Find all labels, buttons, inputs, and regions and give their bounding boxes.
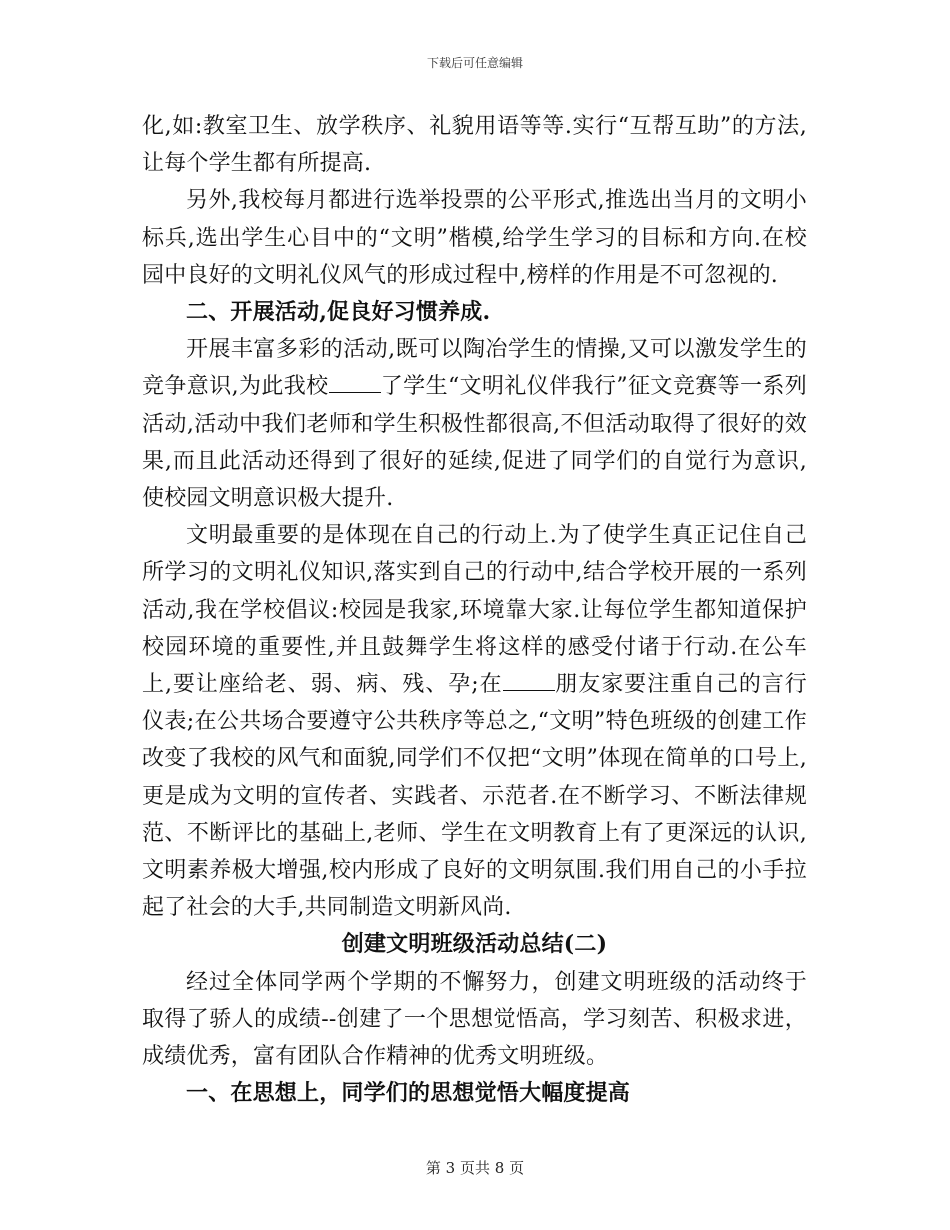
paragraph-5: 经过全体同学两个学期的不懈努力，创建文明班级的活动终于取得了骄人的成绩--创建了一个思想觉悟高，学习刻苦、积极求进，成绩优秀，富有团队合作精神的优秀文明班级。 [142,969,807,1070]
paragraph-4 [142,517,807,926]
page-number: 第 3 页共 8 页 [425,1159,525,1177]
section-title: 创建文明班级活动总结(二) [341,931,608,958]
paragraph-3-part-b: 了学生“文明礼仪伴我行”征文竞赛等一系列活动,活动中我们老师和学生积极性都很高,不但活动取得了很好的效果,而且此活动还得到了很好的延续,促进了同学们的自觉行为意识,使校园文明意识极大提升. [142,374,808,512]
page-header: 下载后可任意编辑 [426,56,523,70]
blank-underline [329,372,381,393]
paragraph-1: 化,如:教室卫生、放学秩序、礼貌用语等等.实行“互帮互助”的方法,让每个学生都有所提高. [142,114,807,177]
section-heading-2: 二、开展活动,促良好习惯养成. [186,299,491,326]
document-body [142,108,807,1112]
section-heading-1: 一、在思想上，同学们的思想觉悟大幅度提高 [186,1080,631,1107]
paragraph-3 [142,331,807,517]
paragraph-4-part-b: 朋友家要注重自己的言行仪表;在公共场合要遵守公共秩序等总之,“文明”特色班级的创建工作改变了我校的风气和面貌,同学们不仅把“文明”体现在简单的口号上,更是成为文明的宣传者、实践者、示范者.在不断学习、不断法律规范、不断评比的基础上,老师、学生在文明教育上有了更深远的认识,文明素养极大增强,校内形成了良好的文明氛围.我们用自己的小手拉起了社会的大手,共同制造文明新风尚. [142,672,807,921]
paragraph-2: 另外,我校每月都进行选举投票的公平形式,推选出当月的文明小标兵,选出学生心目中的“文明”楷模,给学生学习的目标和方向.在校园中良好的文明礼仪风气的形成过程中,榜样的作用是不可忽视的. [142,188,807,288]
paragraph-3-part-a: 开展丰富多彩的活动,既可以陶冶学生的情操,又可以激发学生的竞争意识,为此我校 [142,337,807,400]
blank-underline [503,670,555,691]
paragraph-4-part-a: 文明最重要的是体现在自己的行动上.为了使学生真正记住自己所学习的文明礼仪知识,落实到自己的行动中,结合学校开展的一系列活动,我在学校倡议:校园是我家,环境靠大家.让每位学生都知道保护校园环境的重要性,并且鼓舞学生将这样的感受付诸于行动.在公车上,要让座给老、弱、病、残、孕;在 [142,523,807,698]
